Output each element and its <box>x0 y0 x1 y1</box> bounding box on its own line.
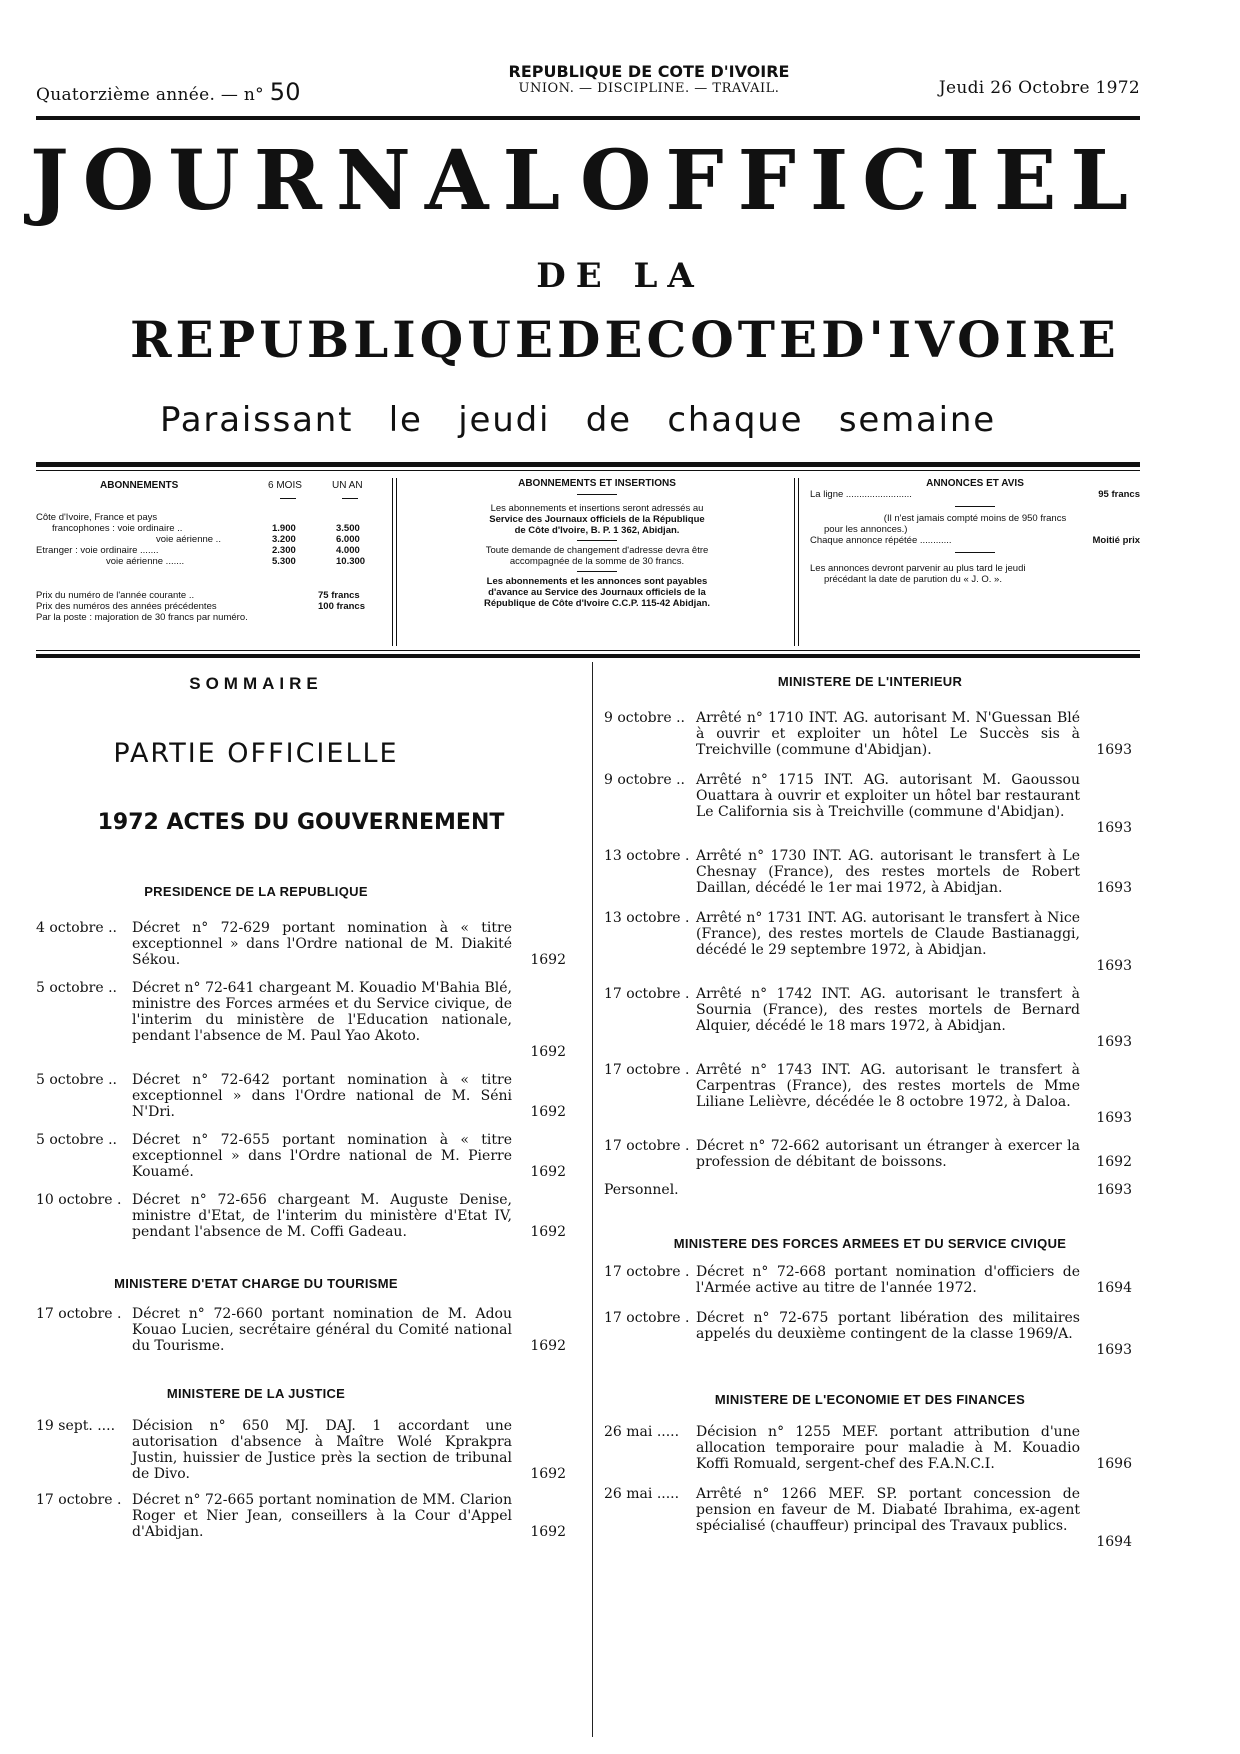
entry-text: Décret n° 72-641 chargeant M. Kouadio M'Bahia Blé, ministre des Forces armées et du Service civique, de l'interim du ministère de l'Education nationale, pendant l'absence de M. Paul Yao Akoto. <box>132 980 512 1044</box>
entry-date: Personnel. <box>604 1182 679 1198</box>
list-item <box>604 772 1140 836</box>
insertions-box <box>410 478 784 646</box>
entry-date: 10 octobre . <box>36 1192 122 1208</box>
section-economie: MINISTERE DE L'ECONOMIE ET DES FINANCES <box>714 1392 1026 1407</box>
insertions-line: d'avance au Service des Journaux officiels de la <box>488 587 706 598</box>
tagline-word: jeudi <box>458 400 551 440</box>
list-item <box>604 1486 1140 1550</box>
issue-number: 50 <box>269 78 301 106</box>
entry-date: 13 octobre . <box>604 848 690 864</box>
entry-page: 1693 <box>1096 1182 1132 1198</box>
masthead-rule <box>36 116 1140 120</box>
annonces-box <box>810 478 1140 646</box>
entry-text: Décret n° 72-665 portant nomination de MM. Clarion Roger et Nier Jean, conseillers à la Cour d'Appel d'Abidjan. <box>132 1492 512 1540</box>
entry-text: Décret n° 72-662 autorisant un étranger à exercer la profession de débitant de boissons. <box>696 1138 1080 1170</box>
list-item <box>36 1492 566 1540</box>
info-top-rule <box>36 462 1140 467</box>
tagline-word: Paraissant <box>160 400 354 440</box>
entry-page: 1694 <box>1096 1534 1132 1550</box>
entry-text: Arrêté n° 1715 INT. AG. autorisant M. Gaoussou Ouattara à ouvrir et exploiter un hôtel bar restaurant Le California sis à Treichville (commune d'Abidjan). <box>696 772 1080 820</box>
masthead-top-line <box>36 60 1140 104</box>
entry-date: 17 octobre . <box>604 1264 690 1280</box>
list-item <box>604 1182 1140 1200</box>
entry-date: 17 octobre . <box>36 1306 122 1322</box>
subscription-info <box>36 478 1140 646</box>
entry-text: Décret n° 72-655 portant nomination à « titre exceptionnel » dans l'Ordre national de M. Pierre Kouamé. <box>132 1132 512 1180</box>
entry-page: 1693 <box>1096 1110 1132 1126</box>
entry-page: 1692 <box>530 1164 566 1180</box>
title-word: REPUBLIQUE <box>130 310 557 369</box>
entry-text: Décision n° 650 MJ. DAJ. 1 accordant une autorisation d'absence à Maître Wolé Kprakpra Justin, huissier de Justice près la section de tribunal de Divo. <box>132 1418 512 1482</box>
entry-page: 1693 <box>1096 1034 1132 1050</box>
entry-date: 17 octobre . <box>604 1062 690 1078</box>
journal-title <box>30 133 1142 229</box>
prix-line: Par la poste : majoration de 30 francs par numéro. <box>36 612 248 623</box>
list-item <box>36 1132 566 1180</box>
tagline <box>160 400 996 440</box>
entry-text: Décret n° 72-642 portant nomination à « titre exceptionnel » dans l'Ordre national de M. Séni N'Dri. <box>132 1072 512 1120</box>
title-word: D'IVOIRE <box>821 310 1120 369</box>
abonnements-heading: ABONNEMENTS <box>100 480 179 491</box>
list-item <box>604 1264 1140 1296</box>
tagline-word: le <box>388 400 423 440</box>
entry-date: 9 octobre .. <box>604 710 685 726</box>
annonces-value: Moitié prix <box>1092 535 1140 546</box>
motto: UNION. — DISCIPLINE. — TRAVAIL. <box>518 81 780 96</box>
annonces-line: La ligne ......................... <box>810 489 912 500</box>
title-journal: JOURNAL <box>30 133 575 229</box>
list-item <box>604 910 1140 974</box>
info-divider <box>392 478 393 646</box>
entry-date: 9 octobre .. <box>604 772 685 788</box>
prix-line: Prix du numéro de l'année courante .. <box>36 590 195 601</box>
tarif-row <box>36 545 382 556</box>
republic-block <box>484 62 814 96</box>
tarif-unan: 4.000 <box>336 545 360 556</box>
annonces-heading: ANNONCES ET AVIS <box>926 478 1024 489</box>
entry-date: 13 octobre . <box>604 910 690 926</box>
insertions-line: République de Côte d'Ivoire C.C.P. 115-42 Abidjan. <box>483 598 711 609</box>
info-bottom-rule <box>36 654 1140 658</box>
entry-date: 17 octobre . <box>604 1138 690 1154</box>
tarif-label: francophones : voie ordinaire .. <box>52 523 183 534</box>
col-6-mois: 6 MOIS <box>268 480 302 491</box>
entry-text: Décision n° 1255 MEF. portant attribution d'une allocation temporaire pour maladie à M. Kouadio Koffi Romuald, sergent-chef des F.A.N.C.I. <box>696 1424 1080 1472</box>
title-republique <box>130 310 1120 369</box>
entry-page: 1696 <box>1096 1456 1132 1472</box>
entry-text: Décret n° 72-660 portant nomination de M. Adou Kouao Lucien, secrétaire général du Comité national du Tourisme. <box>132 1306 512 1354</box>
column-divider <box>592 662 593 1737</box>
list-item <box>36 1072 566 1120</box>
list-item <box>604 1138 1140 1170</box>
annonces-line: précédant la date de parution du « J. O. ». <box>824 574 1002 585</box>
issue-date: Jeudi 26 Octobre 1972 <box>938 78 1140 98</box>
tarif-unan: 3.500 <box>336 523 360 534</box>
section-tourisme: MINISTERE D'ETAT CHARGE DU TOURISME <box>114 1276 398 1291</box>
entry-page: 1693 <box>1096 742 1132 758</box>
entry-date: 5 octobre .. <box>36 1132 117 1148</box>
entry-date: 19 sept. .... <box>36 1418 116 1434</box>
info-divider <box>396 478 397 646</box>
tagline-word: de <box>585 400 632 440</box>
entry-page: 1692 <box>530 1524 566 1540</box>
prix-value: 75 francs <box>318 590 360 601</box>
entry-page: 1692 <box>1096 1154 1132 1170</box>
entry-date: 26 mai ..... <box>604 1424 680 1440</box>
sommaire-title: SOMMAIRE <box>189 674 323 693</box>
col-dash <box>280 498 296 499</box>
entry-date: 17 octobre . <box>36 1492 122 1508</box>
list-item <box>604 1062 1140 1126</box>
prix-block <box>36 590 382 623</box>
entry-text: Arrêté n° 1266 MEF. SP. portant concession de pension en faveur de M. Diabaté Ibrahima, ex-agent spécialisé (chauffeur) principal des Travaux publics. <box>696 1486 1080 1534</box>
tarif-row <box>36 512 382 523</box>
info-bottom-rule-thin <box>36 650 1140 651</box>
list-item <box>604 848 1140 896</box>
year-label: Quatorzième année. — n° <box>36 85 264 105</box>
info-top-rule-thin <box>36 470 1140 471</box>
issue-info <box>36 78 301 106</box>
insertions-heading: ABONNEMENTS ET INSERTIONS <box>518 478 676 489</box>
annonces-value: 95 francs <box>1098 489 1140 500</box>
col-un-an: UN AN <box>332 480 363 491</box>
partie-officielle: PARTIE OFFICIELLE <box>113 738 399 769</box>
tarif-label: voie aérienne .. <box>156 534 221 545</box>
tarif-6mois: 3.200 <box>272 534 296 545</box>
abonnements-box <box>36 478 382 646</box>
list-item <box>604 1310 1140 1358</box>
title-word: COTE <box>646 310 822 369</box>
tarif-label: voie aérienne ....... <box>106 556 185 567</box>
title-officiel: OFFICIEL <box>580 133 1142 229</box>
list-item <box>36 1306 566 1354</box>
info-divider <box>798 478 799 646</box>
entry-page: 1693 <box>1096 880 1132 896</box>
entry-date: 26 mai ..... <box>604 1486 680 1502</box>
entry-text: Arrêté n° 1731 INT. AG. autorisant le transfert à Nice (France), des restes mortels de Claude Bastianaggi, décédé le 29 septembre 1972, à Abidjan. <box>696 910 1080 958</box>
entry-date: 5 octobre .. <box>36 1072 117 1088</box>
annonces-line: Chaque annonce répétée ............ <box>810 535 952 546</box>
tarif-unan: 10.300 <box>336 556 366 567</box>
entry-text: Décret n° 72-675 portant libération des militaires appelés du deuxième contingent de la classe 1969/A. <box>696 1310 1080 1342</box>
entry-page: 1692 <box>530 1044 566 1060</box>
tarif-row <box>36 534 382 545</box>
tagline-word: semaine <box>838 400 996 440</box>
insertions-line: de Côte d'Ivoire, B. P. 1 362, Abidjan. <box>514 525 680 536</box>
annonces-line: (Il n'est jamais compté moins de 950 francs <box>883 513 1067 524</box>
entry-text: Décret n° 72-629 portant nomination à « titre exceptionnel » dans l'Ordre national de M. Diakité Sékou. <box>132 920 512 968</box>
entry-date: 17 octobre . <box>604 986 690 1002</box>
entry-text: Arrêté n° 1742 INT. AG. autorisant le transfert à Sournia (France), des restes mortels de Bernard Alquier, décédé le 18 mars 1972, à Abidjan. <box>696 986 1080 1034</box>
title-word: DE <box>556 310 647 369</box>
entry-page: 1692 <box>530 1224 566 1240</box>
entry-date: 17 octobre . <box>604 1310 690 1326</box>
entry-text: Décret n° 72-668 portant nomination d'officiers de l'Armée active au titre de l'année 1972. <box>696 1264 1080 1296</box>
insertions-line: Toute demande de changement d'adresse devra être <box>485 545 709 556</box>
tarif-6mois: 1.900 <box>272 523 296 534</box>
annonces-line: pour les annonces.) <box>824 524 908 535</box>
republic-name: REPUBLIQUE DE COTE D'IVOIRE <box>508 62 790 81</box>
list-item <box>36 980 566 1060</box>
entry-text: Décret n° 72-656 chargeant M. Auguste Denise, ministre d'Etat, de l'interim du ministère d'Etat IV, pendant l'absence de M. Coffi Gadeau. <box>132 1192 512 1240</box>
col-dash <box>342 498 358 499</box>
list-item <box>604 1424 1140 1472</box>
section-forces-armees: MINISTERE DES FORCES ARMEES ET DU SERVICE CIVIQUE <box>673 1236 1067 1251</box>
entry-page: 1694 <box>1096 1280 1132 1296</box>
entry-page: 1692 <box>530 1104 566 1120</box>
insertions-line: Les abonnements et les annonces sont payables <box>486 576 708 587</box>
list-item <box>36 1418 566 1482</box>
entry-text: Arrêté n° 1710 INT. AG. autorisant M. N'Guessan Blé à ouvrir et exploiter un hôtel Le Succès sis à Treichville (commune d'Abidjan). <box>696 710 1080 758</box>
entry-page: 1693 <box>1096 820 1132 836</box>
insertions-line: Service des Journaux officiels de la République <box>489 514 705 525</box>
insertions-line: accompagnée de la somme de 30 francs. <box>509 556 685 567</box>
tarif-unan: 6.000 <box>336 534 360 545</box>
tarif-label: Côte d'Ivoire, France et pays <box>36 512 158 523</box>
actes-heading: 1972 ACTES DU GOUVERNEMENT <box>97 810 505 835</box>
list-item <box>604 986 1140 1050</box>
entry-text: Arrêté n° 1743 INT. AG. autorisant le transfert à Carpentras (France), des restes mortels de Mme Liliane Lelièvre, décédée le 8 octobre 1972, à Daloa. <box>696 1062 1080 1110</box>
entry-page: 1692 <box>530 1466 566 1482</box>
tarif-row <box>36 556 382 567</box>
tarif-table <box>36 512 382 567</box>
title-de-la: DE LA <box>536 256 704 296</box>
tarif-6mois: 5.300 <box>272 556 296 567</box>
annonces-line: Les annonces devront parvenir au plus tard le jeudi <box>810 563 1026 574</box>
tarif-label: Etranger : voie ordinaire ....... <box>36 545 159 556</box>
entry-text: Arrêté n° 1730 INT. AG. autorisant le transfert à Le Chesnay (France), des restes mortels de Robert Daillan, décédé le 1er mai 1972, à Abidjan. <box>696 848 1080 896</box>
entry-date: 4 octobre .. <box>36 920 117 936</box>
prix-line: Prix des numéros des années précédentes <box>36 601 217 612</box>
section-interieur: MINISTERE DE L'INTERIEUR <box>777 674 963 689</box>
list-item <box>36 1192 566 1240</box>
prix-value: 100 francs <box>318 601 366 612</box>
list-item <box>36 920 566 968</box>
list-item <box>604 710 1140 758</box>
section-presidence: PRESIDENCE DE LA REPUBLIQUE <box>144 884 368 899</box>
entry-page: 1693 <box>1096 1342 1132 1358</box>
insertions-line: Les abonnements et insertions seront adressés au <box>490 503 704 514</box>
tagline-word: chaque <box>667 400 804 440</box>
tarif-row <box>36 523 382 534</box>
section-justice: MINISTERE DE LA JUSTICE <box>166 1386 346 1401</box>
tarif-6mois: 2.300 <box>272 545 296 556</box>
entry-page: 1692 <box>530 1338 566 1354</box>
entry-page: 1692 <box>530 952 566 968</box>
info-divider <box>794 478 795 646</box>
entry-page: 1693 <box>1096 958 1132 974</box>
entry-date: 5 octobre .. <box>36 980 117 996</box>
